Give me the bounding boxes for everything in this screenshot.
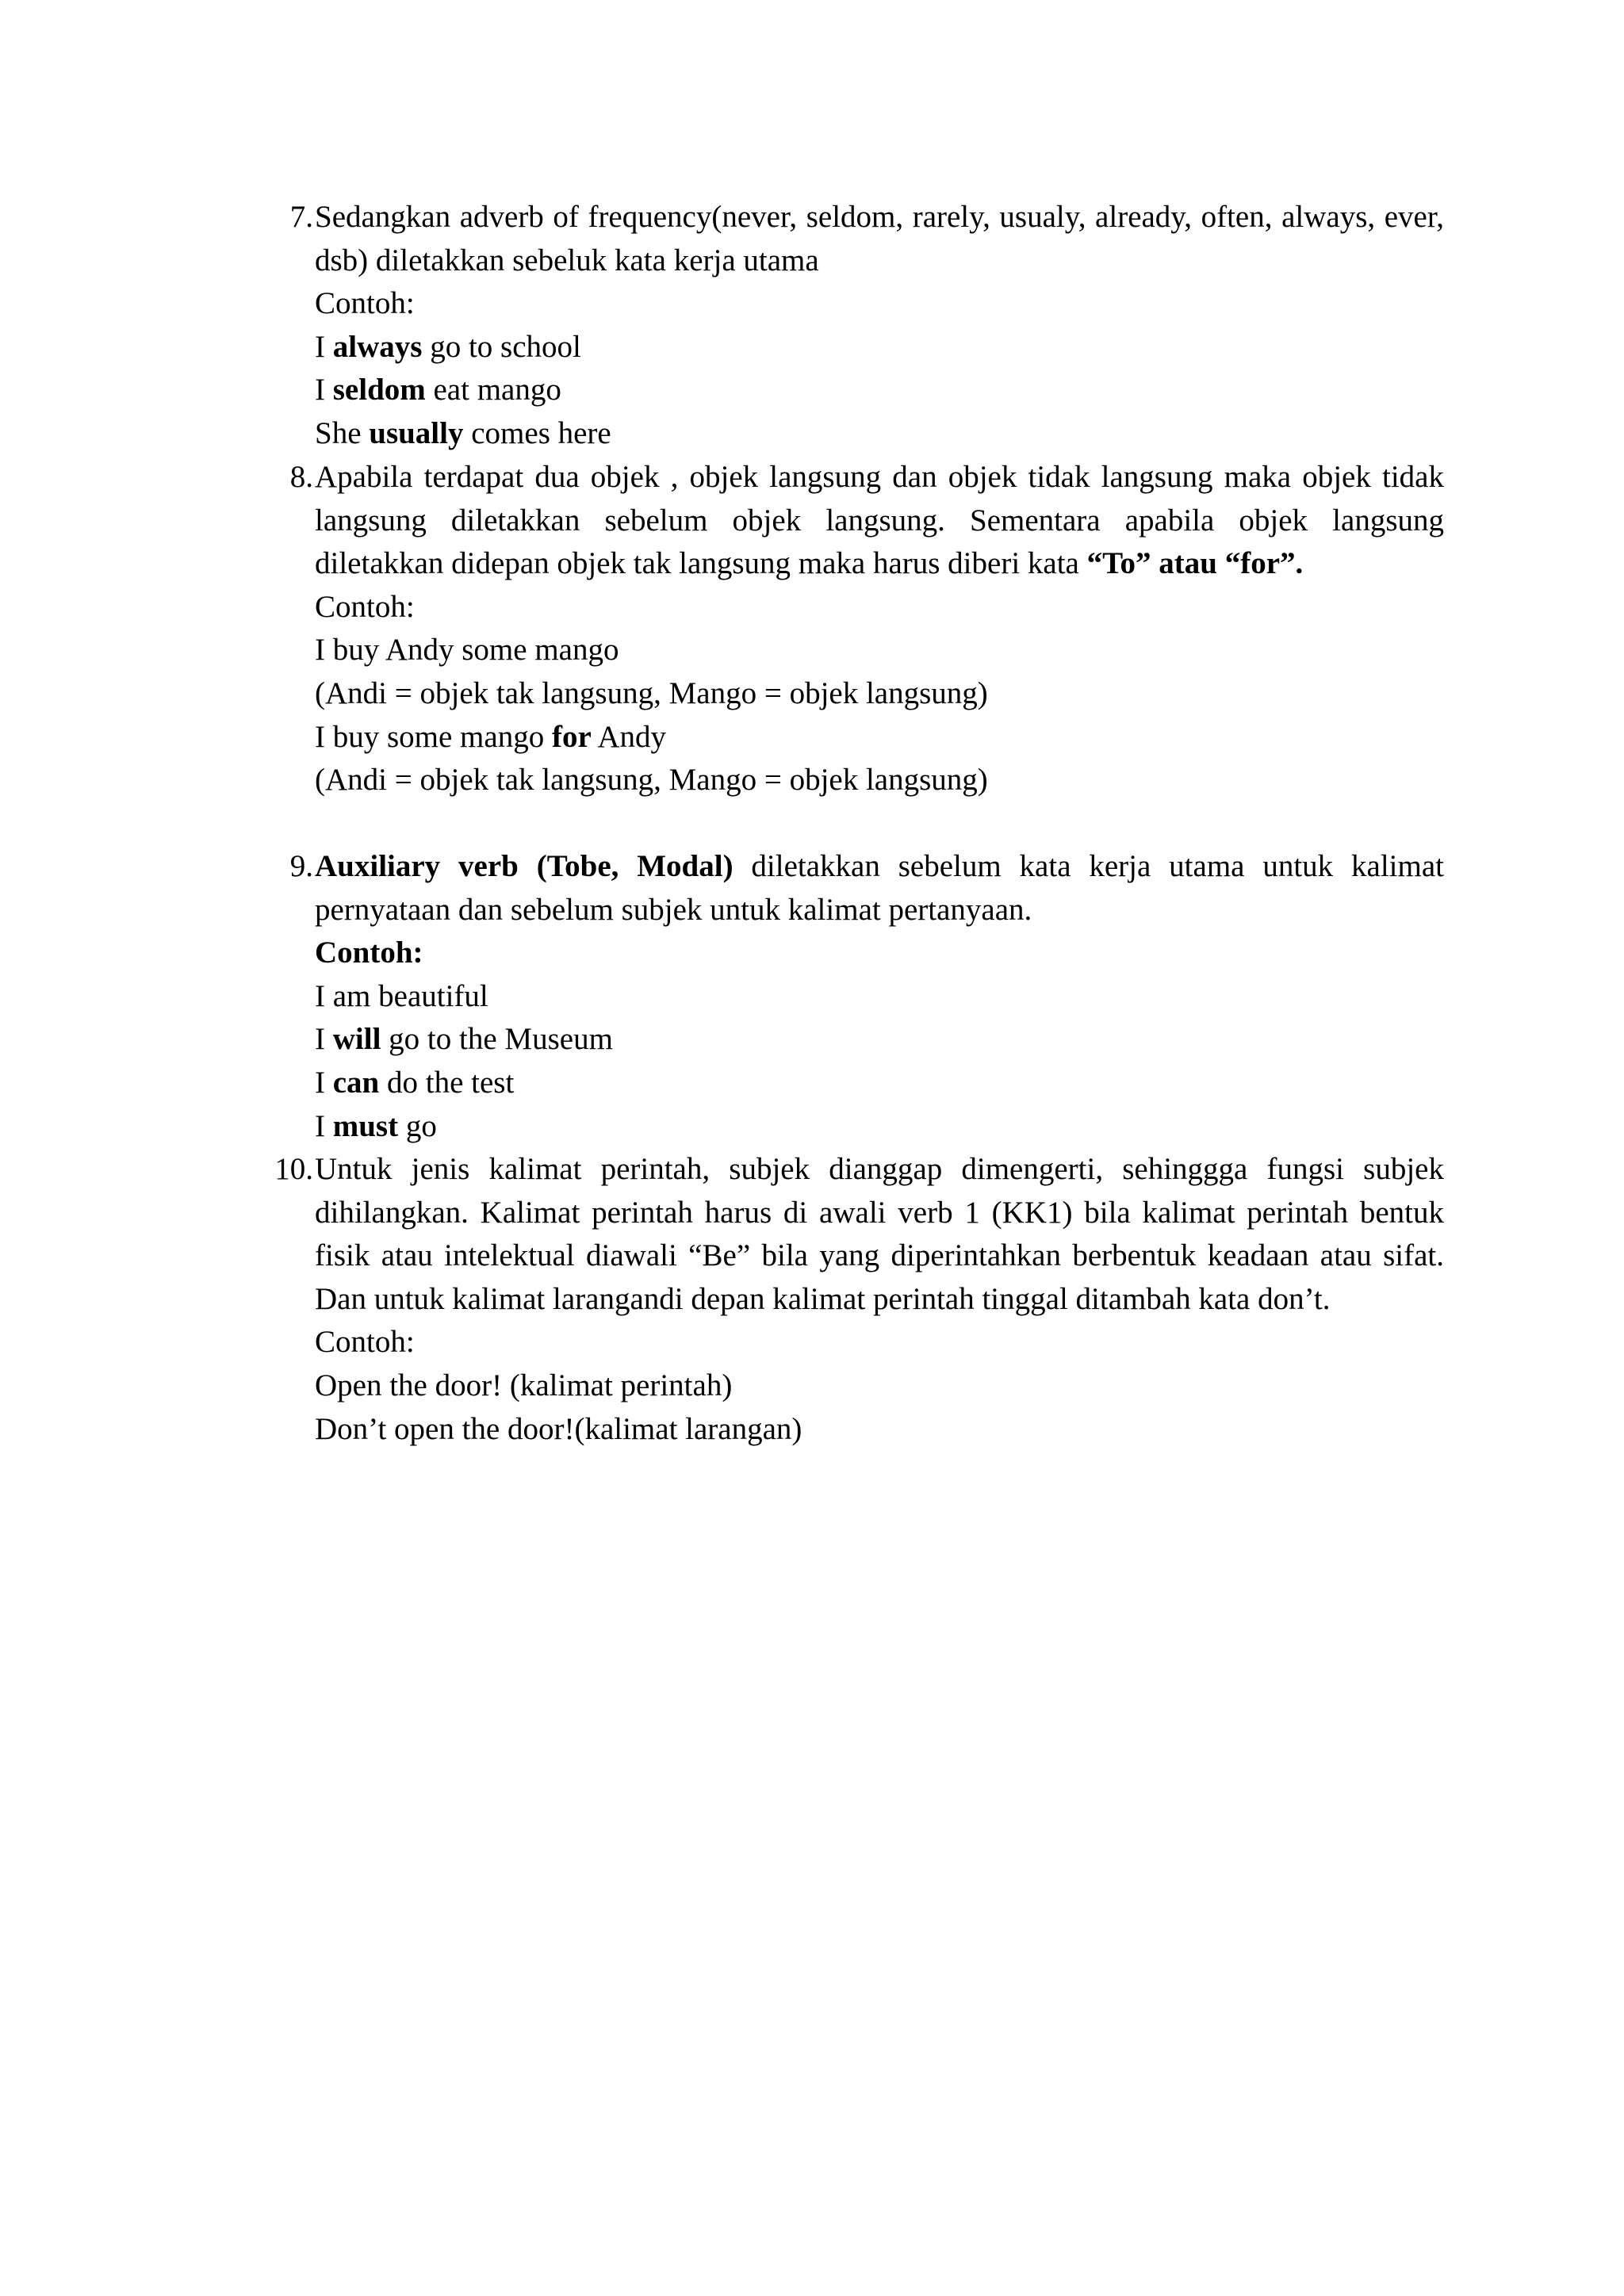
example-line: I am beautiful [315, 978, 488, 1013]
paragraph-text: Apabila terdapat dua objek , objek langsung dan objek tidak langsung maka objek tidak langsung diletakkan sebelum objek langsung. Sementara apabila objek langsung diletakkan didepan objek tak langsung maka harus diberi kata “To” atau “for”. [315, 460, 1444, 581]
example-line: I will go to the Museum [315, 1022, 613, 1057]
example-line: Open the door! (kalimat perintah) [315, 1368, 733, 1402]
list-item-content [315, 196, 1444, 456]
list-number: 7. [289, 200, 313, 234]
list-number: 9. [289, 849, 313, 883]
example-heading: Contoh: [315, 936, 423, 970]
example-line: I always go to school [315, 329, 581, 364]
list-item-content [315, 1148, 1444, 1451]
paragraph-text: Auxiliary verb (Tobe, Modal) diletakkan sebelum kata kerja utama untuk kalimat pernyataan dan sebelum subjek untuk kalimat pertanyaan. [315, 849, 1444, 927]
example-line: (Andi = objek tak langsung, Mango = objek langsung) [315, 675, 988, 710]
example-line: I seldom eat mango [315, 373, 561, 408]
example-line: She usually comes here [315, 415, 611, 450]
example-heading: Contoh: [315, 589, 415, 624]
list-item-content [315, 456, 1444, 802]
example-line: I can do the test [315, 1065, 515, 1100]
example-line: Don’t open the door!(kalimat larangan) [315, 1411, 802, 1446]
paragraph-text: Sedangkan adverb of frequency(never, seldom, rarely, usualy, already, often, always, ever, dsb) diletakkan sebeluk kata kerja utama [315, 200, 1444, 277]
example-heading: Contoh: [315, 1325, 415, 1360]
example-line: I buy Andy some mango [315, 633, 619, 668]
example-line: (Andi = objek tak langsung, Mango = objek langsung) [315, 763, 988, 798]
list-number: 8. [289, 460, 313, 494]
paragraph-text: Untuk jenis kalimat perintah, subjek dianggap dimengerti, sehinggga fungsi subjek dihilangkan. Kalimat perintah harus di awali verb 1 (KK1) bila kalimat perintah bentuk fisik atau intelektual diawali “Be” bila yang diperintahkan berbentuk keadaan atau sifat. Dan untuk kalimat larangandi depan kalimat perintah tinggal ditambah kata don’t. [315, 1152, 1444, 1316]
list-item-content [315, 845, 1444, 1148]
list-number: 10. [274, 1152, 313, 1186]
example-heading: Contoh: [315, 286, 415, 321]
example-line: I must go [315, 1108, 437, 1143]
example-line: I buy some mango for Andy [315, 719, 667, 754]
